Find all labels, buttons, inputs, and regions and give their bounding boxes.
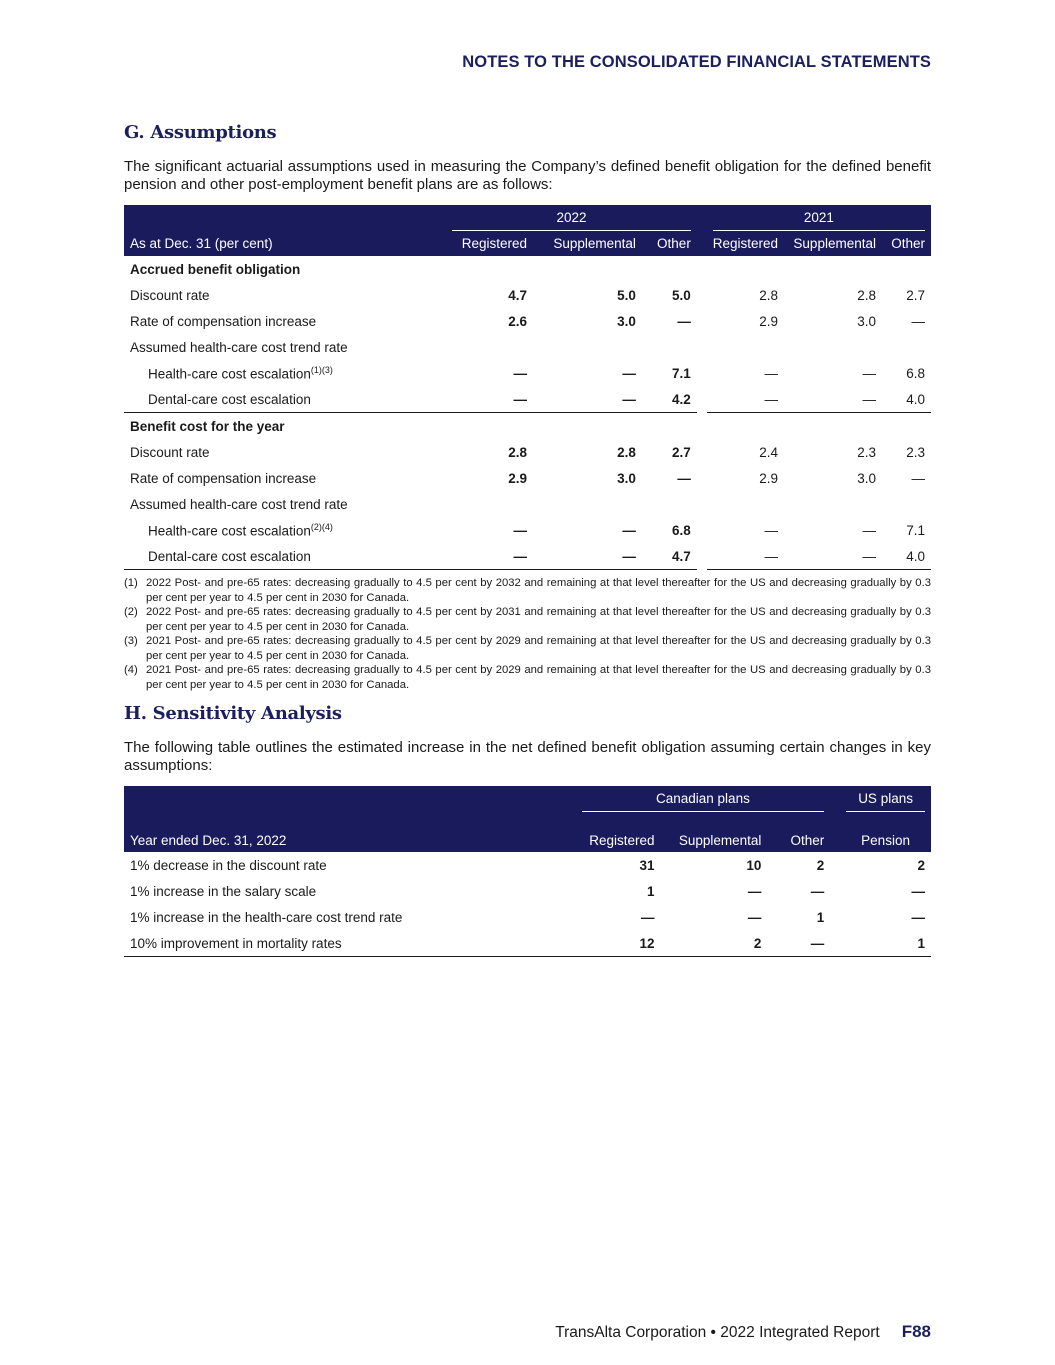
sensitivity-table-wrap: [124, 786, 931, 957]
assumptions-table-wrap: [124, 205, 931, 570]
assumptions-intro: The significant actuarial assumptions used in measuring the Company’s defined benefit obligation for the defined benefit pension and other post-employment benefit plans are as follows:: [124, 158, 931, 193]
footer-text: TransAlta Corporation • 2022 Integrated Report: [555, 1324, 880, 1341]
col-other: Other: [767, 812, 830, 852]
table-row: 10% improvement in mortality rates 12 2 — 1: [124, 930, 931, 957]
table-row: Assumed health-care cost trend rate: [130, 339, 348, 355]
page-number: F88: [901, 1322, 931, 1341]
footnote: (3) 2021 Post- and pre-65 rates: decreasing gradually to 4.5 per cent by 2029 and remaining at that level thereafter for the US and decreasing gradually by 0.3 per cent per year to 4.5 per cent in 2030 for Canada.: [124, 635, 931, 662]
row-header: As at Dec. 31 (per cent): [124, 231, 446, 256]
footnote: (2) 2022 Post- and pre-65 rates: decreasing gradually to 4.5 per cent by 2031 and remaining at that level thereafter for the US and decreasing gradually by 0.3 per cent per year to 4.5 per cent in 2030 for Canada.: [124, 606, 931, 633]
year-2021-header: 2021: [707, 205, 931, 231]
table-row: Discount rate 2.8 2.8 2.7 2.4 2.3 2.3: [130, 444, 925, 460]
table-row: 1% increase in the salary scale 1 — — —: [130, 883, 925, 899]
sensitivity-table: [124, 786, 931, 957]
sensitivity-intro: The following table outlines the estimated increase in the net defined benefit obligation assuming certain changes in key assumptions:: [124, 739, 931, 774]
year-2022-header: 2022: [446, 205, 697, 231]
table-row: Assumed health-care cost trend rate: [130, 496, 348, 512]
assumptions-section: [124, 122, 931, 194]
assumptions-table: [124, 205, 931, 570]
table-row: Health-care cost escalation$^{(1)(3)}$ — — 7.1 — — 6.8: [148, 364, 925, 382]
canadian-plans-header: Canadian plans: [576, 786, 831, 812]
us-plans-header: US plans: [840, 786, 931, 812]
table-row: 1% increase in the health-care cost trend rate — — 1 —: [130, 909, 925, 925]
sensitivity-heading: H. Sensitivity Analysis: [124, 703, 342, 724]
col-pension: Pension: [840, 812, 931, 852]
page-header-title: NOTES TO THE CONSOLIDATED FINANCIAL STATEMENTS: [462, 53, 931, 71]
table-row: Rate of compensation increase 2.9 3.0 — 2.9 3.0 —: [130, 470, 925, 486]
table-row: Dental-care cost escalation — — 4.7 — — 4.0: [124, 543, 931, 570]
page-footer: [555, 1322, 931, 1342]
col-supplemental: Supplemental: [661, 812, 768, 852]
assumptions-heading: G. Assumptions: [124, 122, 277, 143]
table-row: Health-care cost escalation$^{(2)(4)}$ — — 6.8 — — 7.1: [148, 521, 925, 539]
sensitivity-row-header: Year ended Dec. 31, 2022: [124, 812, 576, 852]
col-other-2021: Other: [882, 231, 931, 256]
col-supplemental-2021: Supplemental: [784, 231, 882, 256]
footnote: (4) 2021 Post- and pre-65 rates: decreasing gradually to 4.5 per cent by 2029 and remaining at that level thereafter for the US and decreasing gradually by 0.3 per cent per year to 4.5 per cent in 2030 for Canada.: [124, 664, 931, 691]
sensitivity-section: [124, 703, 931, 775]
col-registered-2022: Registered: [446, 231, 533, 256]
footnotes: [124, 576, 931, 692]
table-row: Discount rate 4.7 5.0 5.0 2.8 2.8 2.7: [130, 287, 925, 303]
col-supplemental-2022: Supplemental: [533, 231, 642, 256]
col-registered-2021: Registered: [707, 231, 784, 256]
table-row: Rate of compensation increase 2.6 3.0 — 2.9 3.0 —: [130, 313, 925, 329]
col-other-2022: Other: [642, 231, 697, 256]
col-registered: Registered: [576, 812, 661, 852]
footnote: (1) 2022 Post- and pre-65 rates: decreasing gradually to 4.5 per cent by 2032 and remaining at that level thereafter for the US and decreasing gradually by 0.3 per cent per year to 4.5 per cent in 2030 for Canada.: [124, 577, 931, 604]
section-label-accrued: Accrued benefit obligation: [130, 261, 301, 277]
table-row: 1% decrease in the discount rate 31 10 2 2: [130, 857, 925, 873]
table-row: Dental-care cost escalation — — 4.2 — — 4.0: [124, 386, 931, 413]
section-label-benefit-cost: Benefit cost for the year: [130, 418, 285, 434]
